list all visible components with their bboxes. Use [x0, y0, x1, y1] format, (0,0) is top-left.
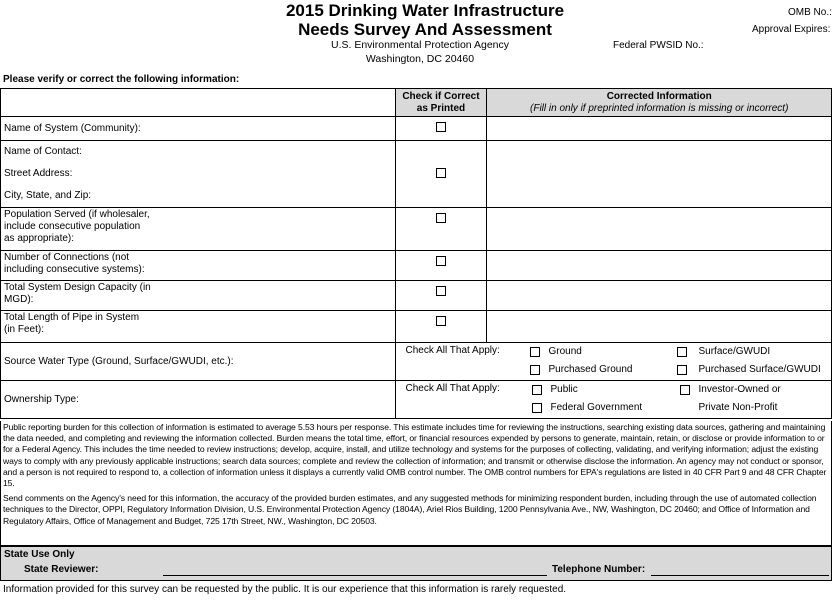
- row-label: [1, 141, 396, 208]
- purchased-ground-checkbox[interactable]: [530, 365, 540, 375]
- form-title-line1: 2015 Drinking Water Infrastructure: [285, 1, 565, 20]
- corrected-field-contact[interactable]: [487, 141, 832, 208]
- capacity-label-2: MGD):: [4, 294, 34, 305]
- system-info-table: [0, 88, 832, 419]
- city-state-zip-label: City, State, and Zip:: [4, 190, 92, 201]
- row-label: Name of System (Community):: [1, 117, 396, 141]
- capacity-label-1: Total System Design Capacity (in: [4, 282, 151, 293]
- telephone-label: Telephone Number:: [552, 564, 646, 575]
- corrected-header-title: Corrected Information: [606, 90, 712, 102]
- table-row: [1, 251, 832, 281]
- corrected-field-capacity[interactable]: [487, 281, 832, 311]
- table-row: [1, 117, 832, 141]
- state-use-section: [0, 546, 832, 581]
- surface-gwudi-checkbox[interactable]: [677, 347, 687, 357]
- telephone-field[interactable]: [651, 575, 829, 576]
- investor-owned-checkbox[interactable]: [680, 385, 690, 395]
- check-cell: [395, 208, 487, 251]
- row-label: Ownership Type:: [1, 381, 396, 419]
- check-cell: [395, 281, 487, 311]
- burden-statement: [0, 421, 832, 546]
- check-header-line2: as Printed: [416, 102, 466, 114]
- burden-paragraph-1: Public reporting burden for this collection of information is estimated to average 5.53 hours per response. This estimate includes time for reviewing the instructions, searching existing data sources, gathering and maintaining the data needed, and completing and reviewing the information collected. Burden means the total time, effort, or financial resources expended by persons to generate, maintain, retain, or disclose or provide information to or for a Federal Agency. This includes the time needed to review instructions; develop, acquire, install, and utilize technology and systems for the purposes of collecting, validating, and verifying information; adjust the existing ways to comply with any previously applicable instructions; search data sources; complete and review the collection of information; and transmit or otherwise disclose the information. An agency may not conduct or sponsor, and a person is not required to respond to, a collection of information unless it displays a currently valid OMB control number. The OMB control numbers for EPA's regulations are listed in 40 CFR Part 9 and 48 CFR Chapter 15.: [3, 422, 827, 489]
- investor-owned-label: Investor-Owned or: [698, 384, 781, 395]
- corrected-field-population[interactable]: [487, 208, 832, 251]
- state-reviewer-label: State Reviewer:: [24, 564, 99, 575]
- corrected-field-system-name[interactable]: [487, 117, 832, 141]
- row-label: [1, 208, 396, 251]
- check-cell: [395, 251, 487, 281]
- approval-expires-label: Approval Expires:: [752, 24, 831, 35]
- state-reviewer-field[interactable]: [163, 575, 547, 576]
- street-address-label: Street Address:: [4, 168, 73, 179]
- row-label: [1, 251, 396, 281]
- table-row: [1, 381, 832, 419]
- ground-label: Ground: [548, 346, 582, 357]
- verify-instruction: Please verify or correct the following information:: [3, 74, 240, 85]
- check-header-line1: Check if Correct: [402, 90, 480, 102]
- check-all-label: Check All That Apply:: [405, 383, 500, 394]
- population-label-2: include consecutive population: [4, 221, 141, 232]
- table-row: [1, 311, 832, 343]
- federal-government-checkbox[interactable]: [532, 403, 542, 413]
- agency-city: Washington, DC 20460: [365, 53, 475, 65]
- check-cell: [395, 117, 487, 141]
- row-label: [1, 281, 396, 311]
- row-label: Source Water Type (Ground, Surface/GWUDI, etc.):: [1, 343, 396, 381]
- corrected-field-connections[interactable]: [487, 251, 832, 281]
- correct-checkbox-connections[interactable]: [436, 256, 446, 266]
- pwsid-label: Federal PWSID No.:: [613, 40, 704, 51]
- row-label: [1, 311, 396, 343]
- ownership-options: [395, 381, 832, 419]
- correct-checkbox-population[interactable]: [436, 213, 446, 223]
- correct-checkbox-contact[interactable]: [436, 168, 446, 178]
- table-header-row: [1, 89, 832, 117]
- contact-name-label: Name of Contact:: [4, 146, 82, 157]
- federal-government-label: Federal Government: [550, 402, 643, 413]
- table-row: [1, 281, 832, 311]
- purchased-surface-checkbox[interactable]: [677, 365, 687, 375]
- agency-name: U.S. Environmental Protection Agency: [330, 39, 509, 51]
- table-row: [1, 208, 832, 251]
- pipe-length-label-2: (in Feet):: [4, 324, 45, 335]
- state-use-heading: State Use Only: [4, 549, 75, 560]
- source-water-options: [395, 343, 832, 381]
- form-title-line2: Needs Survey And Assessment: [298, 20, 552, 39]
- correct-checkbox-system-name[interactable]: [436, 122, 446, 132]
- public-label: Public: [550, 384, 578, 395]
- connections-label-1: Number of Connections (not: [4, 252, 130, 263]
- omb-number-label: OMB No.:: [788, 7, 832, 18]
- footer-note: Information provided for this survey can be requested by the public. It is our experience that this information is rarely requested.: [3, 584, 567, 595]
- private-nonprofit-label: Private Non-Profit: [698, 402, 778, 413]
- table-row: [1, 141, 832, 208]
- burden-paragraph-2: Send comments on the Agency's need for this information, the accuracy of the provided burden estimates, and any suggested methods for minimizing respondent burden, including through the use of automated collection techniques to the Director, OPPI, Regulatory Information Division, U.S. Environmental Protection Agency (1804A), Ariel Rios Building, 1200 Pennsylvania Ave., NW, Washington, DC 20460; and Office of Information and Regulatory Affairs, Office of Management and Budget, 725 17th Street, NW., Washington, DC 20503.: [3, 493, 817, 526]
- population-label-1: Population Served (if wholesaler,: [4, 209, 150, 220]
- check-cell: [395, 141, 487, 208]
- corrected-field-pipe-length[interactable]: [487, 311, 832, 343]
- check-all-label: Check All That Apply:: [405, 345, 500, 356]
- label-column-header: [1, 89, 396, 117]
- corrected-header-note: (Fill in only if preprinted information is missing or incorrect): [530, 102, 789, 114]
- corrected-column-header: [487, 89, 832, 117]
- check-cell: [395, 311, 487, 343]
- purchased-ground-label: Purchased Ground: [548, 364, 633, 375]
- surface-gwudi-label: Surface/GWUDI: [698, 346, 771, 357]
- population-label-3: as appropriate):: [4, 233, 75, 244]
- connections-label-2: including consecutive systems):: [4, 264, 145, 275]
- table-row: [1, 343, 832, 381]
- public-checkbox[interactable]: [532, 385, 542, 395]
- check-column-header: [395, 89, 487, 117]
- correct-checkbox-pipe-length[interactable]: [436, 316, 446, 326]
- correct-checkbox-capacity[interactable]: [436, 286, 446, 296]
- pipe-length-label-1: Total Length of Pipe in System: [4, 312, 140, 323]
- purchased-surface-label: Purchased Surface/GWUDI: [698, 364, 821, 375]
- ground-checkbox[interactable]: [530, 347, 540, 357]
